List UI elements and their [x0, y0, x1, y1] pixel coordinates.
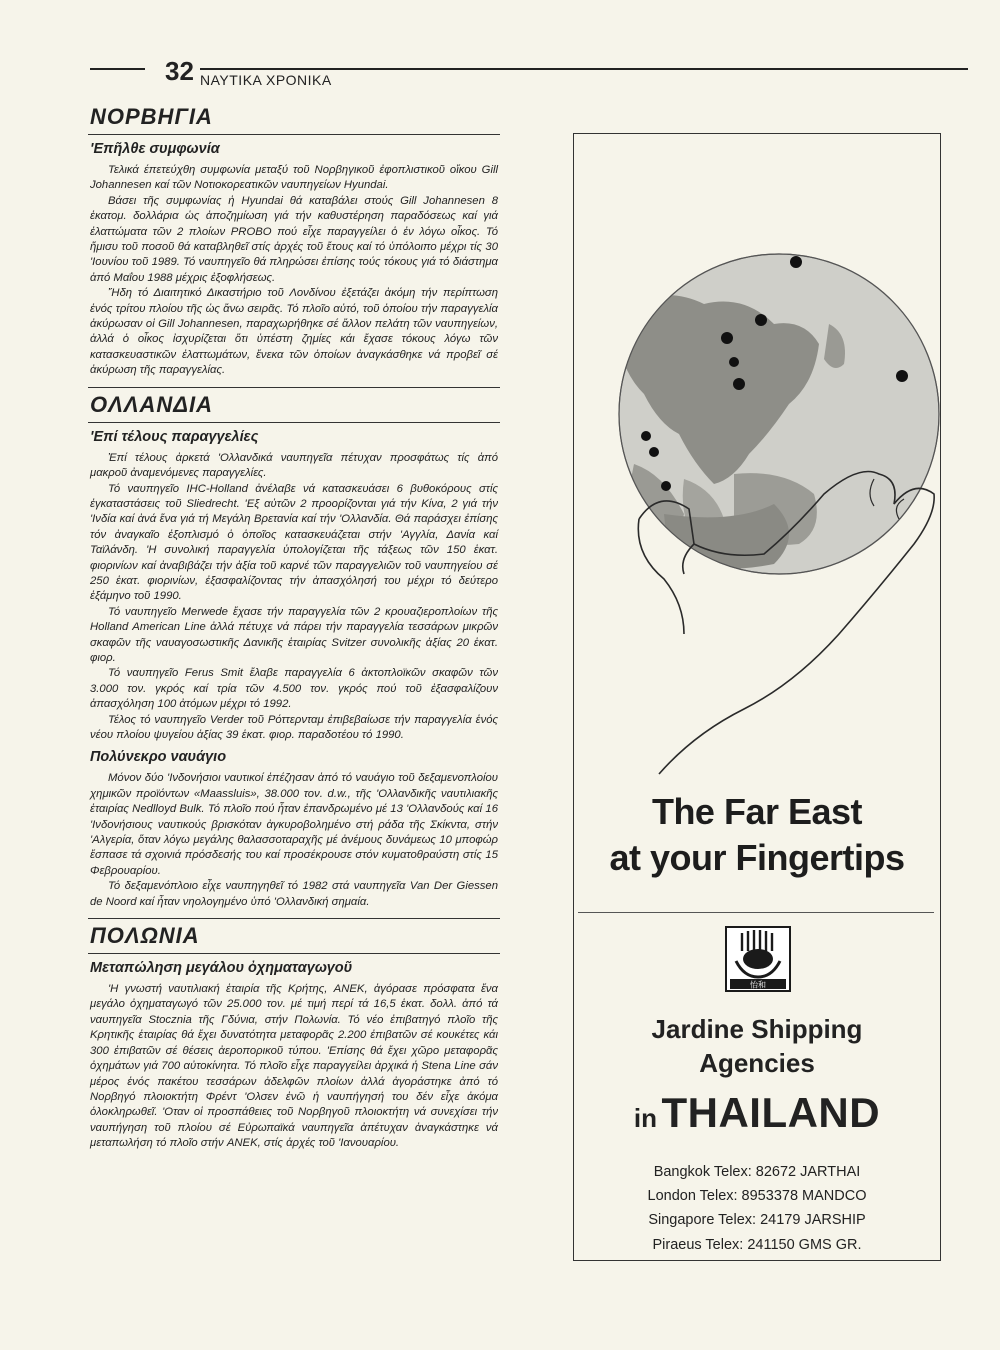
- company-line-1: Jardine Shipping: [651, 1014, 863, 1044]
- norway-paragraph-1: Τελικά έπετεύχθη συμφωνία μεταξύ τοῦ Νορβηγικοῦ ἐφοπλιστικοῦ οἴκου Gill Johannesen καί τῶν Νοτιοκορεατικῶν ναυπηγείων Hyundai.: [90, 164, 498, 192]
- netherlands-paragraph-3: Τό ναυπηγεῖο Merwede ἔχασε τήν παραγγελία τῶν 2 κρουαζιεροπλοίων τῆς Holland American Line ἀλλά πέτυχε νά πάρει τήν παραγγελία τεσσάρων μικρῶν σκαφῶν τῆς ναυαγοσωστικῆς Δανικῆς ἑταιρίας Svitzer συνολικῆς ἀξίας 20 ἑκατ. φιορ.: [90, 605, 498, 664]
- tagline-line-2: at your Fingertips: [609, 837, 905, 878]
- telex-singapore: Singapore Telex: 24179 JARSHIP: [648, 1212, 866, 1229]
- netherlands-paragraph-4: Τό ναυπηγεῖο Ferus Smit ἔλαβε παραγγελία 6 ἀκτοπλοϊκῶν σκαφῶν τῶν 3.000 τον. γκρός καί τρία τῶν 4.500 τον. γκρός πού τοῦ ἐξασφαλίζουν ἀπασχόληση 100 ἀτόμων μέχρι τό 1992.: [90, 667, 498, 711]
- header-rule-left: [90, 68, 145, 70]
- netherlands-paragraph-2: Τό ναυπηγεῖο IHC-Holland ἀνέλαβε νά κατασκευάσει 6 βυθοκόρους στίς ἐγκαταστάσεις τοῦ Sliedrecht. 'Εξ αὐτῶν 2 προορίζονται γιά τήν Κίνα, 2 γιά τήν 'Ινδία καί ἀνά ἕνα γιά τή Μεγάλη Βρετανία καί τήν 'Ολλανδία. Θά παράσχει ἐπίσης τόν ἀναγκαῖο ἐξοπλισμό ὁ ὁποῖος κατασκευάζεται στήν 'Αγγλία, Δανία καί Ταϊλάνδη. 'Η συνολική παραγγελία ὑπολογίζεται τῆς τάξεως τῶν 150 ἑκατ. φιορινίων καί ἀναβιβάζει τήν ἀξία τοῦ καρνέ τῶν παραγγελιῶν τοῦ ναυπηγείου σέ 250 ἑκατ. φιορινίων, ἐξασφαλίζοντας τήν ἀπασχόλησή του μέχρι τό δεύτερο ἑξάμηνο τοῦ 1990.: [90, 482, 498, 603]
- shipwreck-paragraph-1: Μόνον δύο 'Ινδονήσιοι ναυτικοί ἐπέζησαν ἀπό τό ναυάγιο τοῦ δεξαμενοπλοίου χημικῶν προϊόντων «Maassluis», 38.000 τον. d.w., τῆς 'Ολλανδικῆς ναυτιλιακῆς ἑταιρίας Nedlloyd Bulk. Τό πλοῖο πού ἦταν ἐπανδρωμένο μέ 13 'Ολλανδούς καί 16 'Ινδονήσιους ναυτικούς βρισκόταν ἀγκυροβολημένο στή ράδα τῆς Σκίκντα, στήν 'Αλγερία, ὅταν λόγω μεγάλης θαλασσοταραχῆς μέ ἀνέμους δυνάμεως 10 μποφώρ ἔσπασε τά σχοινιά πρόσδεσής του καί προσέκρουσε στόν κυματοθραύστη στίς 15 Φεβρουαρίου.: [90, 772, 498, 877]
- page-number: 32: [165, 56, 194, 86]
- company-location: [574, 1089, 940, 1137]
- section-title-netherlands: ΟΛΛΑΝΔΙΑ: [88, 387, 500, 423]
- article-column: [88, 100, 500, 1152]
- section-title-poland: ΠΟΛΩΝΙΑ: [88, 918, 500, 954]
- tagline-line-1: The Far East: [651, 791, 863, 832]
- jardine-advertisement: [573, 133, 941, 1261]
- shipwreck-paragraph-2: Τό δεξαμενόπλοιο εἶχε ναυπηγηθεῖ τό 1982 στά ναυπηγεῖα Van Der Giessen de Noord καί ἦταν νηολογημένο ὑπό 'Ολλανδική σημαία.: [90, 880, 498, 908]
- section-subtitle-shipwreck: Πολύνεκρο ναυάγιο: [90, 749, 227, 766]
- section-title-norway: ΝΟΡΒΗΓΙΑ: [88, 100, 500, 135]
- section-subtitle-norway: 'Επῆλθε συμφωνία: [90, 141, 220, 157]
- company-line-2: Agencies: [699, 1048, 815, 1078]
- jardine-thistle-logo: [724, 925, 792, 993]
- company-name: [574, 1012, 940, 1080]
- logo-chinese-text: 怡和: [750, 980, 766, 990]
- section-subtitle-netherlands: 'Επί τέλους παραγγελίες: [90, 428, 259, 445]
- globe-in-hand-illustration: [574, 134, 941, 794]
- poland-paragraph-1: 'Η γνωστή ναυτιλιακή ἑταιρία τῆς Κρήτης, ANEK, ἀγόρασε πρόσφατα ἕνα μεγάλο ὀχηματαγωγό τῶν 25.000 τον. μέ τιμή περί τά 16,5 ἑκατ. δολλ. ἀπό τά ναυπηγεῖα Stocznia τῆς Γδύνια, στήν Πολωνία. Τό νέο ἐπιβατηγό πλοῖο τῆς Κρητικῆς ἑταιρίας θά ἔχει δυνατότητα μεταφορᾶς 2.200 ἐπιβατῶν σέ κουκέτες κάι 300 ἐπιβατῶν σέ θέσεις ἀεροπορικοῦ τύπου. 'Επίσης θά ἔχει χῶρο μεταφορᾶς ὀχημάτων γιά 700 αὐτοκίνητα. Τό πλοῖο εἶχε παραγγείλει ἀρχικά ἡ Stena Line σάν μέρος ἑνός πακέτου τεσσάρων ἀδελφῶν πλοίων ἀλλά ἀγοράστηκε ἀπό τό Νορβηγό πλοιοκτήτη Φρέντ 'Ολσεν ἐνῶ ἡ ναυπήγησή του δέν εἶχε ἀκόμα ὁλοκληρωθεῖ. 'Οταν οἱ προσπάθειες τοῦ Νορβηγοῦ πλοιοκτήτη νά συνεχίσει τήν ναυπήγηση τοῦ πλοίου σέ Εὐρωπαϊκά ναυπηγεῖα ἀπέτυχαν ἀναγκάστηκε νά μεταπωλήση τό πλοῖο στήν ANEK, στίς ἀρχές τοῦ 'Ιανουαρίου.: [90, 983, 498, 1150]
- telex-bangkok: Bangkok Telex: 82672 JARTHAI: [653, 1164, 861, 1180]
- location-name: THAILAND: [661, 1089, 881, 1136]
- netherlands-paragraph-5: Τέλος τό ναυπηγεῖο Verder τοῦ Ρόττερνταμ ἐπιβεβαίωσε τήν παραγγελία ἑνός νέου πλοίου ψυγείου ἀξίας 39 ἑκατ. φιορ. παραδοτέου τό 1990.: [90, 713, 498, 741]
- norway-paragraph-3: Ἤδη τό Διαιτητικό Δικαστήριο τοῦ Λονδίνου ἐξετάζει ἀκόμη τήν περίπτωση ἑνός τρίτου πλοίου τῆς ὡς ἄνω σειρᾶς. Τό πλοῖο αὐτό, τοῦ ὁποίου τήν παραγγελία ἀκύρωσαν οἱ Gill Johannesen, παραχωρήθηκε σέ ἄλλον πελάτη τῶν ναυπηγείων, ἀλλά ὁ οἶκος ἰσχυρίζεται ὅτι ὑπέστη ζημίες κάι ἔχασε τόκους λόγω τῶν κατασκευαστικῶν ἐλαττωμάτων, ἕνεκα τῶν ὁποίων ἀναγκάσθηκε νά προβεῖ σέ ἀκύρωση τῆς παραγγελίας.: [90, 287, 498, 377]
- telex-london: London Telex: 8953378 MANDCO: [647, 1188, 867, 1205]
- netherlands-paragraph-1: Ἐπί τέλους ἀρκετά 'Ολλανδικά ναυπηγεῖα πέτυχαν προσφάτως τίς ἀπό μακροῦ ἀναμενόμενες παραγγελίες.: [90, 451, 498, 480]
- telex-list: [574, 1160, 940, 1257]
- header-rule-right: [200, 68, 968, 70]
- ad-tagline: [574, 789, 940, 881]
- ad-divider: [578, 912, 934, 913]
- publication-title: ΝΑΥΤΙΚΑ ΧΡΟΝΙΚΑ: [200, 72, 332, 88]
- telex-piraeus: Piraeus Telex: 241150 GMS GR.: [652, 1236, 862, 1253]
- section-subtitle-poland: Μεταπώληση μεγάλου ὀχηματαγωγοῦ: [90, 960, 353, 977]
- location-prefix: in: [633, 1103, 657, 1133]
- norway-paragraph-2: Βάσει τῆς συμφωνίας ἡ Hyundai θά καταβάλει στούς Gill Johannesen 8 ἑκατομ. δολλάρια ὡς ἀποζημίωση γιά τήν καθυστέρηση παραδόσεως καί γιά ἐλαττώματα τῶν 2 πλοίων PROBO πού εἶχε παραγγείλει ὁ ἐν λόγω οἶκος. Τό ἥμισυ τοῦ ποσοῦ θά καταβληθεῖ στίς ἀρχές τοῦ ἔτους καί τό ὑπόλοιπο μέχρι τίς 30 'Ιουνίου τοῦ 1989. Τό ναυπηγεῖο θά πληρώσει ἐπίσης τούς τόκους γιά τό διάστημα ἀπό Μαΐου 1988 μέχρις ἐξοφλήσεως.: [90, 194, 498, 284]
